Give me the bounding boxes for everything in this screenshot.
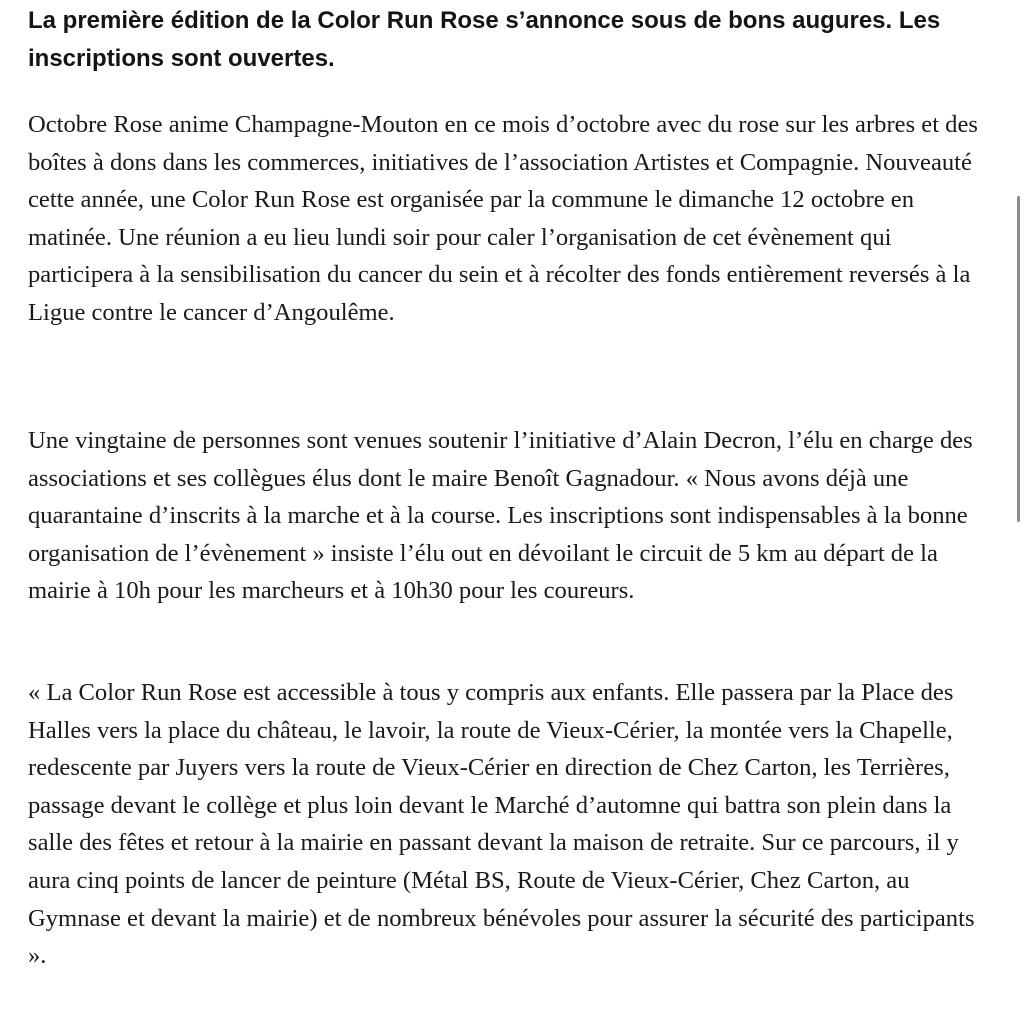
vertical-scrollbar[interactable] (1017, 196, 1020, 522)
article-paragraph-3: « La Color Run Rose est accessible à tous y compris aux enfants. Elle passera par la Place des Halles vers la place du château, le lavoir, la route de Vieux-Cérier, la montée vers la Chapelle, redescente par Juyers vers la route de Vieux-Cérier en direction de Chez Carton, les Terrières, passage devant le collège et plus loin devant le Marché d’automne qui battra son plein dans la salle des fêtes et retour à la mairie en passant devant la maison de retraite. Sur ce parcours, il y aura cinq points de lancer de peinture (Métal BS, Route de Vieux-Cérier, Chez Carton, au Gymnase et devant la mairie) et de nombreux bénévoles pour assurer la sécurité des participants ». (28, 679, 975, 970)
article-paragraph-2: Une vingtaine de personnes sont venues soutenir l’initiative d’Alain Decron, l’élu en charge des associations et ses collègues élus dont le maire Benoît Gagnadour. « Nous avons déjà une quarantaine d’inscrits à la marche et à la course. Les inscriptions sont indispensables à la bonne organisation de l’évènement » insiste l’élu out en dévoilant le circuit de 5 km au départ de la mairie à 10h pour les marcheurs et à 10h30 pour les coureurs. (28, 427, 973, 605)
article-paragraph-1: Octobre Rose anime Champagne-Mouton en ce mois d’octobre avec du rose sur les arbres et des boîtes à dons dans les commerces, initiatives de l’association Artistes et Compagnie. Nouveauté cette année, une Color Run Rose est organisée par la commune le dimanche 12 octobre en matinée. Une réunion a eu lieu lundi soir pour caler l’organisation de cet évènement qui participera à la sensibilisation du cancer du sein et à récolter des fonds entièrement reversés à la Ligue contre le cancer d’Angoulême. (28, 111, 978, 326)
article-lead: La première édition de la Color Run Rose s’annonce sous de bons augures. Les inscriptions sont ouvertes. (28, 7, 941, 72)
